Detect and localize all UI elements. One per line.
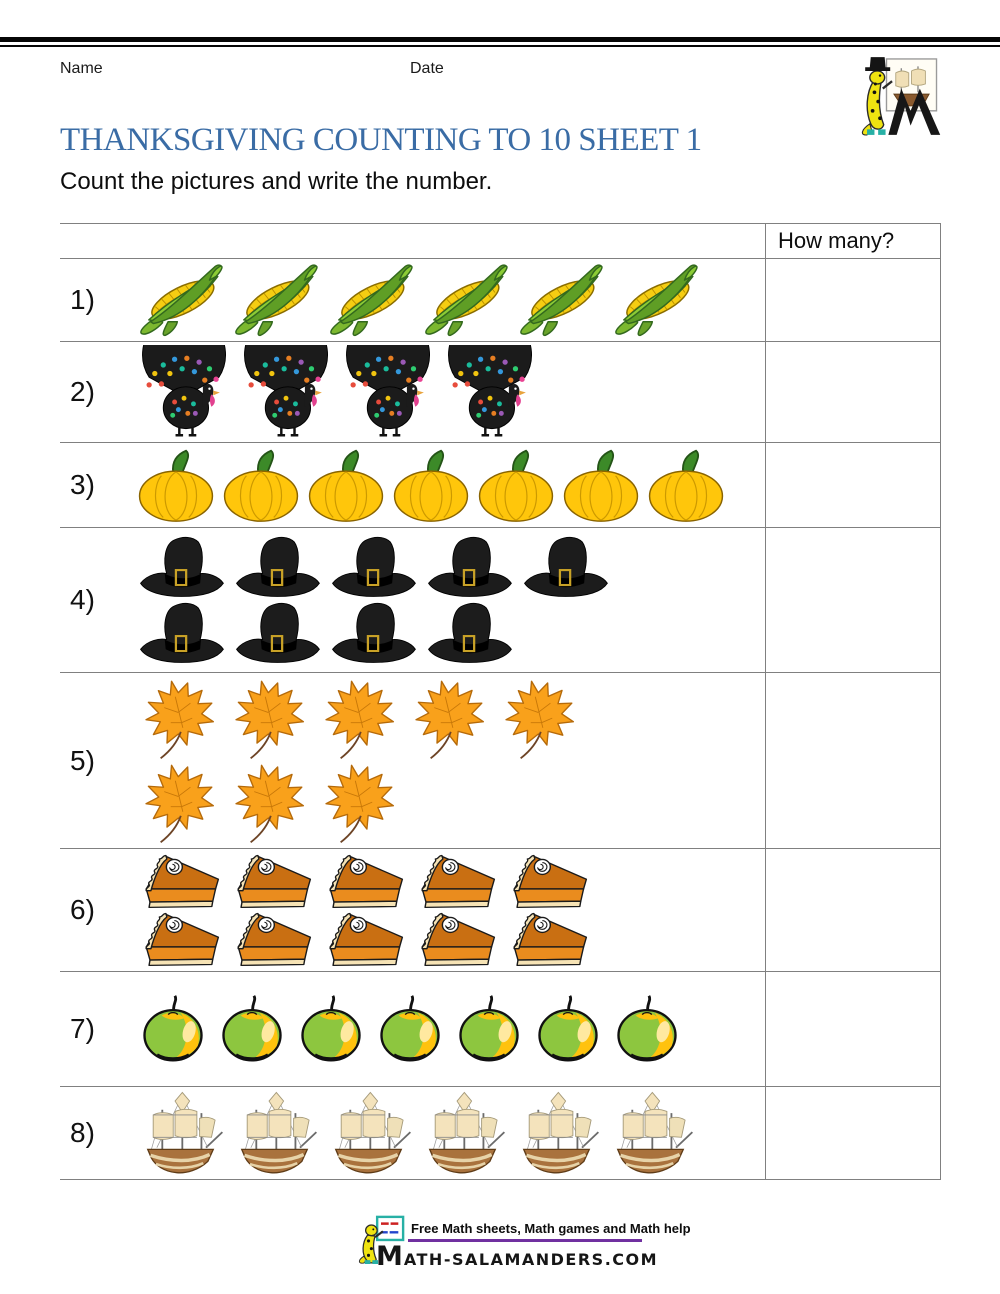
corn-icon [135,262,227,338]
pilgrim-hat-icon [231,600,324,666]
worksheet-title: THANKSGIVING COUNTING TO 10 SHEET 1 [60,122,702,158]
table-row [60,443,940,528]
pumpkin-icon [645,447,727,523]
apple-icon [372,994,448,1064]
table-row [60,342,940,443]
items-cell [60,1087,765,1179]
answer-cell[interactable] [765,443,940,527]
maple-leaf-icon [315,677,402,761]
site-wordmark[interactable] [376,1241,658,1272]
answer-cell[interactable] [765,259,940,341]
top-divider [0,37,1000,42]
pilgrim-hat-icon [231,534,324,600]
corn-icon [610,262,702,338]
maple-leaf-icon [225,761,312,845]
row-number-label: 2) [70,376,95,407]
maple-leaf-icon [135,677,222,761]
wordmark-rest: ATH-SALAMANDERS.COM [403,1250,659,1269]
row-number-label: 8) [70,1117,95,1148]
row-number-label: 7) [70,1013,95,1044]
row-number-label: 6) [70,894,95,925]
maple-leaf-icon [405,677,492,761]
maple-leaf-icon [495,677,582,761]
row-number-label: 1) [70,284,95,315]
items-cell [60,972,765,1086]
turkey-icon [339,345,438,440]
pilgrim-hat-icon [327,600,420,666]
pumpkin-pie-icon [411,852,500,910]
answer-cell[interactable] [765,342,940,442]
header-empty-cell [60,224,765,258]
pilgrim-hat-icon [135,600,228,666]
pumpkin-pie-icon [319,852,408,910]
corn-icon [515,262,607,338]
pilgrim-hat-icon [519,534,612,600]
pilgrim-hat-icon [423,534,516,600]
row-number-label: 4) [70,584,95,615]
row-number-label: 5) [70,744,95,776]
pumpkin-pie-icon [503,852,592,910]
mayflower-ship-icon [135,1089,226,1177]
corn-icon [230,262,322,338]
pumpkin-pie-icon [227,910,316,968]
pumpkin-icon [305,447,387,523]
apple-icon [609,994,685,1064]
wordmark-first-letter: M [376,1241,404,1272]
pumpkin-icon [475,447,557,523]
pilgrim-hat-icon [135,534,228,600]
date-label: Date [410,60,444,77]
mayflower-ship-icon [323,1089,414,1177]
answer-cell[interactable] [765,849,940,971]
items-cell [60,673,765,848]
apple-icon [451,994,527,1064]
mayflower-ship-icon [229,1089,320,1177]
maple-leaf-icon [315,761,402,845]
footer [356,1211,691,1273]
instructions-text: Count the pictures and write the number. [60,168,493,195]
mayflower-ship-icon [605,1089,696,1177]
corn-icon [420,262,512,338]
table-row [60,259,940,342]
pilgrim-hat-icon [423,600,516,666]
how-many-header: How many? [765,224,940,258]
apple-icon [214,994,290,1064]
counting-table [60,223,941,1180]
row-number-label: 3) [70,469,95,500]
items-cell [60,443,765,527]
items-cell [60,528,765,672]
top-divider-thin [0,45,1000,47]
apple-icon [293,994,369,1064]
footer-tagline: Free Math sheets, Math games and Math help [411,1221,691,1236]
apple-icon [530,994,606,1064]
turkey-icon [237,345,336,440]
answer-cell[interactable] [765,972,940,1086]
table-row [60,673,940,849]
turkey-icon [441,345,540,440]
corn-icon [325,262,417,338]
table-row [60,972,940,1087]
answer-cell[interactable] [765,673,940,848]
maple-leaf-icon [135,761,222,845]
items-cell [60,342,765,442]
pumpkin-pie-icon [319,910,408,968]
items-cell [60,849,765,971]
maple-leaf-icon [225,677,312,761]
table-row [60,528,940,673]
table-row [60,849,940,972]
items-cell [60,259,765,341]
answer-cell[interactable] [765,528,940,672]
name-label: Name [60,60,103,77]
table-row [60,1087,940,1180]
answer-cell[interactable] [765,1087,940,1179]
pumpkin-icon [560,447,642,523]
mayflower-ship-icon [417,1089,508,1177]
mayflower-ship-icon [511,1089,602,1177]
pumpkin-pie-icon [227,852,316,910]
pumpkin-icon [220,447,302,523]
pumpkin-pie-icon [411,910,500,968]
pumpkin-pie-icon [135,852,224,910]
pumpkin-icon [135,447,217,523]
pumpkin-icon [390,447,472,523]
pumpkin-pie-icon [135,910,224,968]
math-salamanders-corner-logo [855,52,943,140]
apple-icon [135,994,211,1064]
table-header-row [60,224,940,259]
turkey-icon [135,345,234,440]
pumpkin-pie-icon [503,910,592,968]
pilgrim-hat-icon [327,534,420,600]
